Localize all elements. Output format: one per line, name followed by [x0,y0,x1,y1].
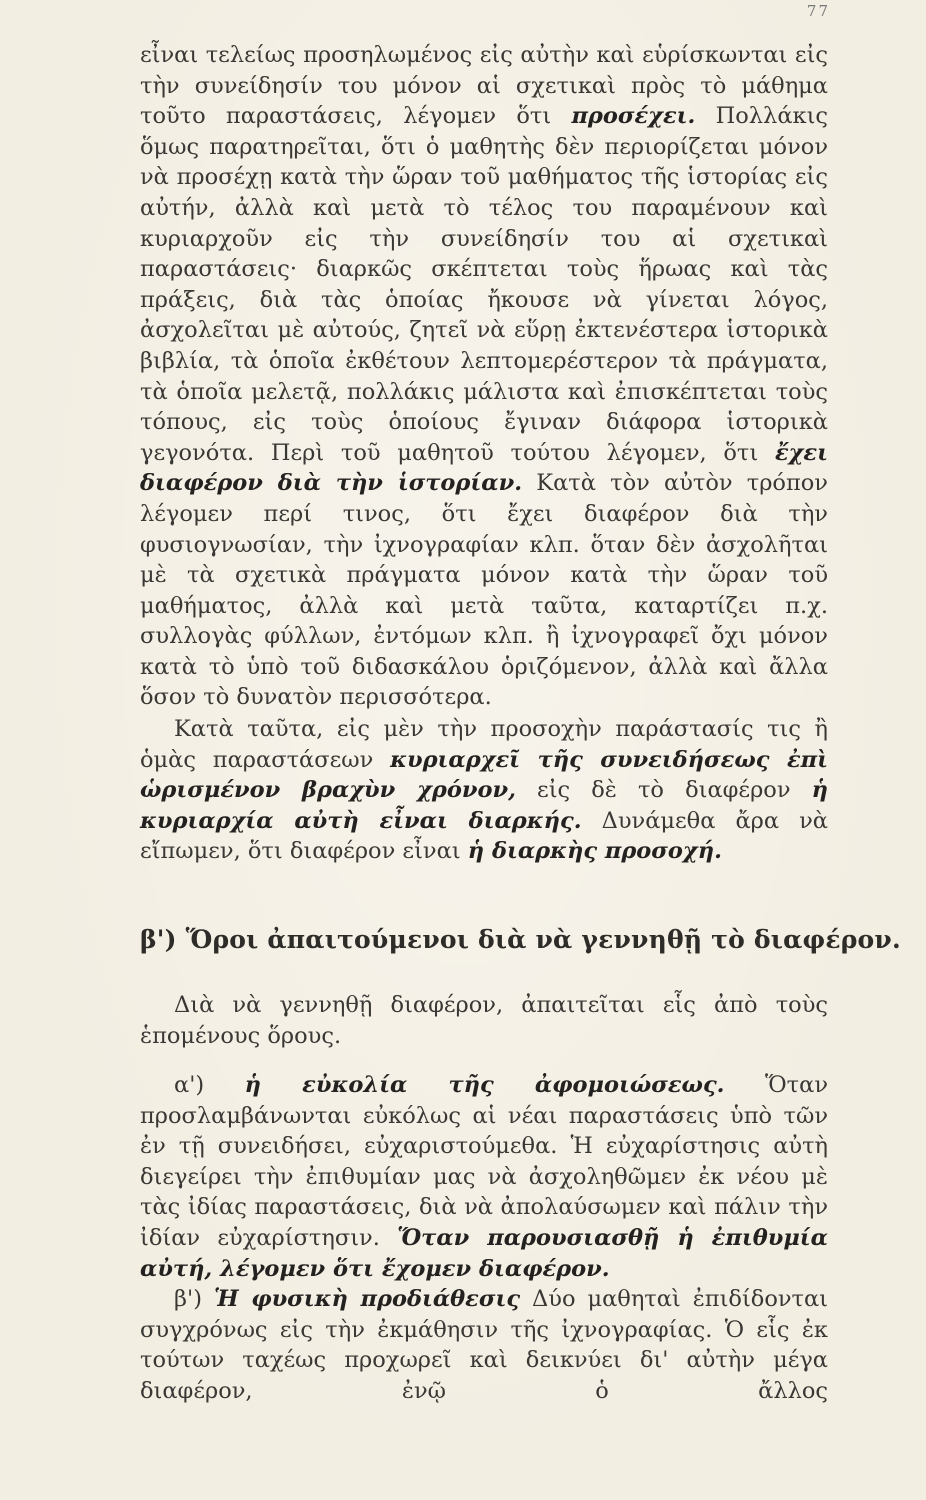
text-run: Κατὰ τὸν αὐτὸν τρόπον λέγομεν περί τινος, ὅτι ἔχει διαφέρον διὰ τὴν φυσιογνωσίαν, τὴν ἰχνογραφίαν κλπ. ὅταν δὲν ἀσχολῆται μὲ τὰ σχετικὰ πράγματα μόνον κατὰ τὴν ὥραν τοῦ μαθήματος, ἀλλὰ καὶ μετὰ ταῦτα, καταρτίζει π.χ. συλλογὰς φύλλων, ἐντόμων κλπ. ἢ ἰχνογραφεῖ ὄχι μόνον κατὰ τὸ ὑπὸ τοῦ διδασκάλου ὁριζόμενον, ἀλλὰ καὶ ἄλλα ὅσον τὸ δυνατὸν περισσότερα. [140,470,828,711]
emphasis-run: ἡ κυριαρχία αὐτὴ εἶναι διαρκής. [140,777,829,834]
emphasis-run: κυριαρχεῖ τῆς συνειδήσεως ἐπὶ ὡρισμένον βραχὺν χρόνον, [140,746,828,804]
text-run: Δυνάμεθα ἄρα νὰ εἴπωμεν, ὅτι διαφέρον εἶναι [140,807,828,865]
text-run: Πολλάκις ὅμως παρατηρεῖται, ὅτι ὁ μαθητὴς δὲν περιορίζεται μόνον νὰ προσέχῃ κατὰ τὴν ὥραν τοῦ μαθήματος τῆς ἱστορίας εἰς αὐτήν, ἀλλὰ καὶ μετὰ τὸ τέλος του παραμένουν καὶ κυριαρχοῦν εἰς τὴν συνείδησίν του αἱ σχετικαὶ παραστάσεις· διαρκῶς σκέπτεται τοὺς ἥρωας καὶ τὰς πράξεις, διὰ τὰς ὁποίας ἤκουσε νὰ γίνεται λόγος, ἀσχολεῖται μὲ αὐτούς, ζητεῖ νὰ εὕρῃ ἐκτενέστερα ἱστορικὰ βιβλία, τὰ ὁποῖα ἐκθέτουν λεπτομερέστερον τὰ πράγματα, τὰ ὁποῖα μελετᾷ, πολλάκις μάλιστα καὶ ἐπισκέπτεται τοὺς τόπους, εἰς τοὺς ὁποίους ἔγιναν διάφορα ἱστορικὰ γεγονότα. Περὶ τοῦ μαθητοῦ τούτου λέγομεν, ὅτι [140,103,828,466]
paragraph-attention-interest [140,40,828,713]
emphasis-run: Ἡ φυσικὴ προδιάθεσις [213,1286,521,1312]
text-run: Κατὰ ταῦτα, εἰς μὲν τὴν προσοχὴν παράστασίς τις ἢ ὁμὰς παραστάσεων [140,716,828,773]
paragraph-text [140,1070,828,1284]
paragraph-conditions-intro [140,990,828,1051]
emphasis-run: Ὅταν παρουσιασθῇ ἡ ἐπιθυμία αὐτή, λέγομεν ὅτι ἔχομεν διαφέρον. [140,1224,828,1282]
list-marker: β') [174,1286,202,1312]
emphasis-run: ἔχει διαφέρον διὰ τὴν ἱστορίαν. [140,439,828,497]
paragraph-text [140,1284,828,1406]
paragraph-text [140,40,828,713]
emphasis-run: προσέχει. [571,103,696,130]
emphasis-run: ἡ εὐκολία τῆς ἀφομοιώσεως. [244,1072,725,1098]
text-run: Δύο μαθηταὶ ἐπιδίδονται συγχρόνως εἰς τὴν ἐκμάθησιν τῆς ἰχνογραφίας. Ὁ εἷς ἐκ τούτων ταχέως προχωρεῖ καὶ δεικνύει δι' αὐτὴν μέγα διαφέρον, ἐνῷ ὁ ἄλλος [140,1286,829,1404]
section-heading: β') Ὅροι ἀπαιτούμενοι διὰ νὰ γεννηθῇ τὸ διαφέρον. [140,925,901,954]
paragraph-text: Διὰ νὰ γεννηθῇ διαφέρον, ἀπαιτεῖται εἷς ἀπὸ τοὺς ἑπομένους ὅρους. [140,992,828,1049]
paragraph-condition-b [140,1284,828,1406]
text-run: Ὅταν προσλαμβάνωνται εὐκόλως αἱ νέαι παραστάσεις ὑπὸ τῶν ἐν τῇ συνειδήσει, εὐχαριστούμεθα. Ἡ εὐχαρίστησις αὐτὴ διεγείρει τὴν ἐπιθυμίαν μας νὰ ἀσχοληθῶμεν ἐκ νέου μὲ τὰς ἰδίας παραστάσεις, διὰ νὰ ἀπολαύσωμεν καὶ πάλιν τὴν ἰδίαν εὐχαρίστησιν. [140,1072,829,1251]
page-number: 77 [806,2,830,20]
text-run: εἰς δὲ τὸ διαφέρον [537,777,791,804]
paragraph-summary [140,714,828,867]
paragraph-condition-a [140,1070,828,1284]
text-run: εἶναι τελείως προσηλωμένος εἰς αὐτὴν καὶ εὑρίσκωνται εἰς τὴν συνείδησίν του μόνον αἱ σχετικαὶ πρὸς τὸ μάθημα τοῦτο παραστάσεις, λέγομεν ὅτι [140,42,828,130]
list-marker: α') [174,1072,205,1098]
paragraph-text [140,714,828,867]
emphasis-run: ἡ διαρκὴς προσοχή. [467,838,722,865]
